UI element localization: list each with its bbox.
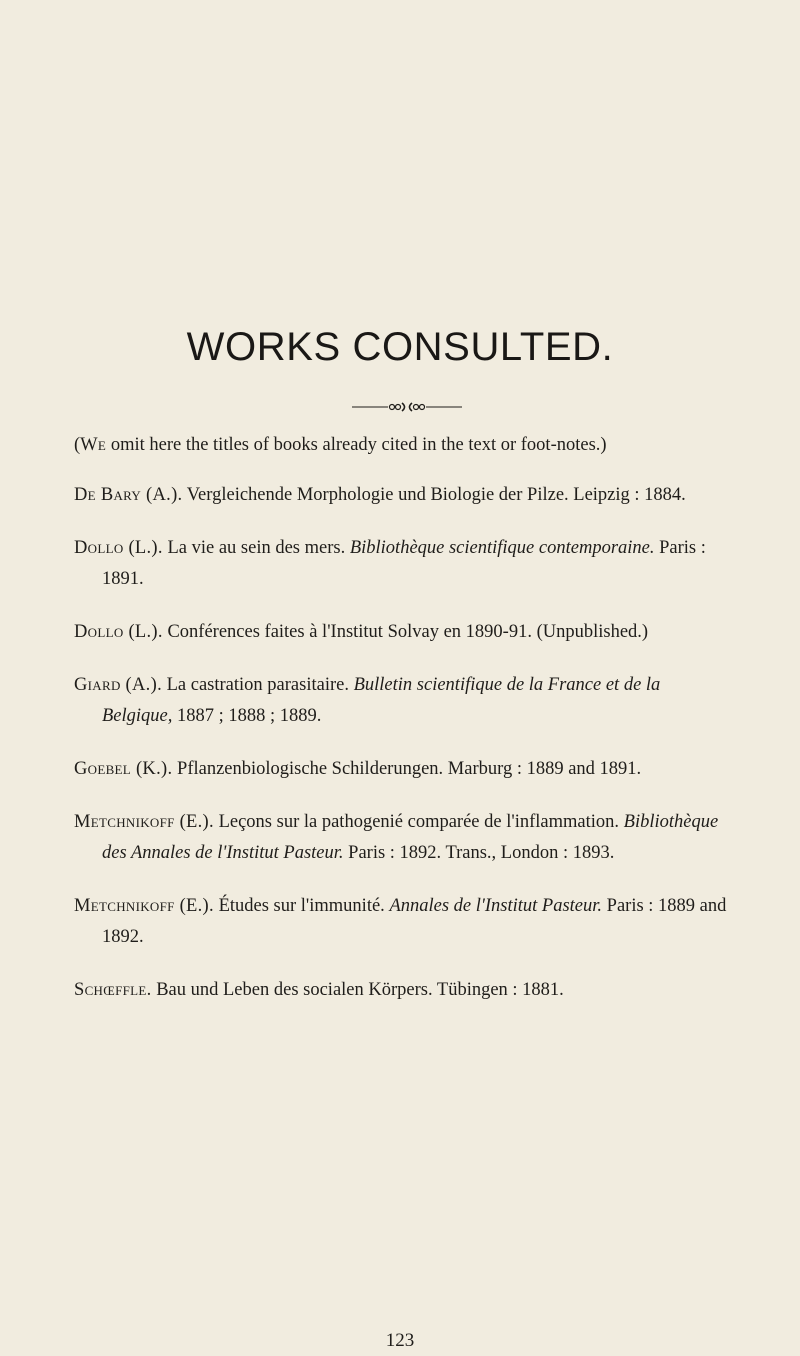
entry-author: Dollo (L.).	[74, 622, 163, 642]
entry-imprint: (Unpublished.)	[536, 622, 649, 642]
entry-author: Giard (A.).	[74, 675, 162, 695]
page-number: 123	[385, 1330, 415, 1351]
intro-note: (We omit here the titles of books already cited in the text or foot-notes.)	[74, 435, 607, 455]
bibliography-entry	[74, 975, 734, 1006]
bibliography-entry	[74, 807, 734, 869]
intro-note-lead: We	[80, 435, 107, 455]
entry-title: Bau und Leben des socialen Körpers.	[156, 980, 433, 1000]
entry-author: Schœffle.	[74, 980, 152, 1000]
entry-author: De Bary (A.).	[74, 485, 183, 505]
entry-title: La castration parasitaire.	[166, 675, 349, 695]
entry-imprint: Paris : 1892. Trans., London : 1893.	[348, 843, 615, 863]
entry-author: Dollo (L.).	[74, 538, 163, 558]
entry-title: Leçons sur la pathogenié comparée de l'inflammation.	[218, 812, 620, 832]
entry-title: Conférences faites à l'Institut Solvay en 1890-91.	[167, 622, 532, 642]
bibliography-entry	[74, 480, 734, 511]
entry-title: Études sur l'immunité.	[218, 896, 385, 916]
entry-title: La vie au sein des mers.	[167, 538, 346, 558]
ornament-divider	[352, 400, 462, 414]
entry-title: Pflanzenbiologische Schilderungen.	[177, 759, 444, 779]
intro-note-text: omit here the titles of books already cited in the text or foot-notes.)	[106, 435, 607, 455]
bibliography-entry	[74, 533, 734, 595]
entry-author: Metchnikoff (E.).	[74, 896, 214, 916]
bibliography-entry	[74, 754, 734, 785]
entry-series: Bibliothèque des Annales de l'Institut Pasteur.	[102, 812, 719, 863]
bibliography-entry	[74, 670, 734, 732]
page-title: WORKS CONSULTED.	[186, 325, 614, 369]
entry-author: Goebel (K.).	[74, 759, 173, 779]
entry-author: Metchnikoff (E.).	[74, 812, 214, 832]
entry-imprint: 1887 ; 1888 ; 1889.	[177, 706, 322, 726]
entry-imprint: Paris : 1889 and 1892.	[102, 896, 727, 947]
entry-imprint: Leipzig : 1884.	[573, 485, 686, 505]
bibliography-entry	[74, 891, 734, 953]
entry-series: Bibliothèque scientifique contemporaine.	[349, 538, 655, 558]
entry-series: Bulletin scientifique de la France et de la Belgique,	[102, 675, 661, 726]
bibliography-entry	[74, 617, 734, 648]
entry-imprint: Tübingen : 1881.	[436, 980, 564, 1000]
entry-series: Annales de l'Institut Pasteur.	[389, 896, 603, 916]
bibliography-list	[74, 430, 734, 1006]
entry-title: Vergleichende Morphologie und Biologie der Pilze.	[186, 485, 569, 505]
entry-imprint: Paris : 1891.	[102, 538, 706, 589]
entry-imprint: Marburg : 1889 and 1891.	[447, 759, 642, 779]
